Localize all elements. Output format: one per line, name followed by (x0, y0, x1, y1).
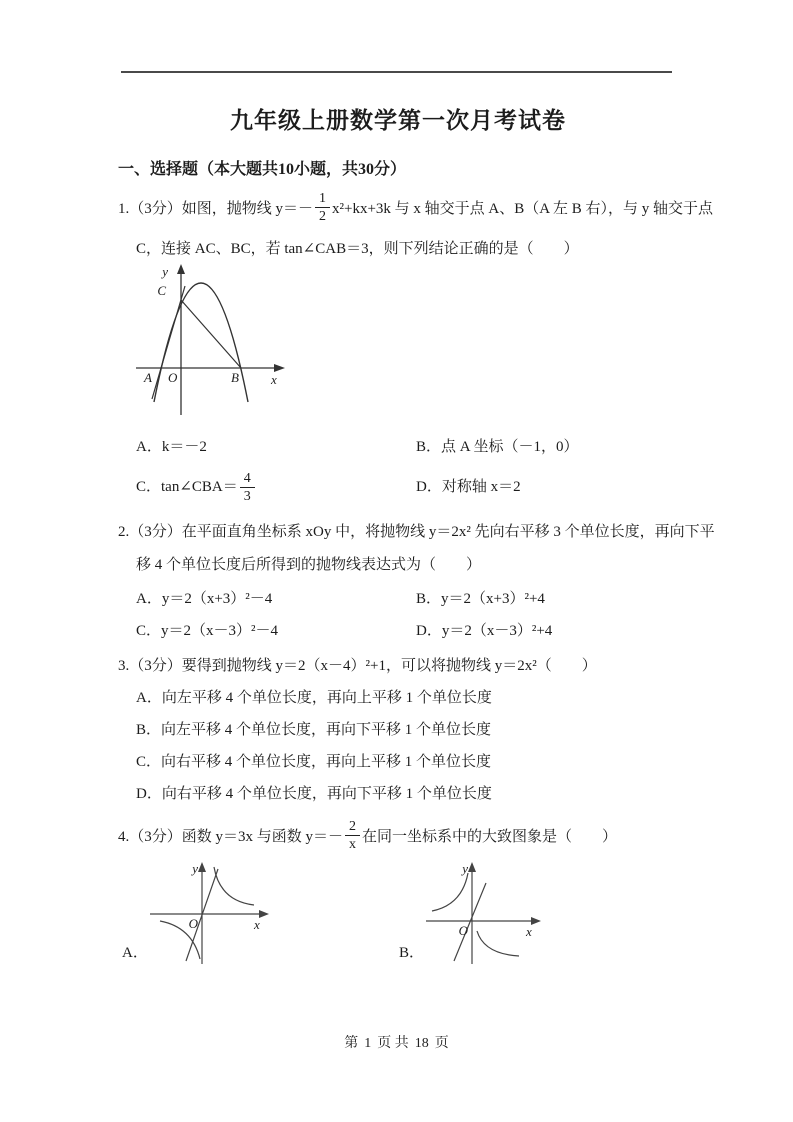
point-b-label: B (231, 370, 239, 385)
q1-option-c (136, 470, 416, 505)
origin-label: O (188, 916, 198, 931)
point-c-label: C (157, 283, 166, 298)
footer-prefix: 第 (344, 1036, 359, 1051)
footer-total-pages: 18 (414, 1036, 429, 1051)
fraction-denominator: x (345, 835, 360, 853)
fraction-one-half (315, 190, 330, 225)
q1-stem-text-mid: x²+kx+3k 与 x 轴交于点 A、B（A 左 B 右），与 y 轴交于点 (332, 200, 714, 217)
q2-options-row-1 (118, 588, 678, 610)
x-axis-label: x (271, 372, 277, 387)
footer-suffix: 页 (434, 1036, 449, 1051)
y-axis-label: y (462, 861, 469, 876)
y-axis-label: y (192, 861, 198, 876)
q4-graph-row (118, 861, 678, 967)
q1-stem-line-1 (118, 187, 714, 227)
page-title: 九年级上册数学第一次月考试卷 (230, 108, 566, 133)
q1-options-row-2 (118, 464, 678, 510)
q2-option-b: B．y＝2（x+3）²+4 (416, 591, 545, 607)
fraction-numerator: 4 (243, 470, 251, 486)
content-column (118, 88, 715, 967)
fraction-numerator: 1 (319, 190, 327, 206)
x-axis-label: x (526, 924, 532, 939)
q1-option-d: D．对称轴 x＝2 (416, 479, 521, 495)
point-a-label: A (144, 370, 152, 385)
q4-graph-b-figure (424, 861, 542, 967)
q1-option-b: B．点 A 坐标（－1，0） (416, 439, 579, 455)
origin-label: O (458, 923, 469, 938)
q4-graph-a-figure (148, 861, 270, 967)
hyperbola-branch-q2 (432, 873, 468, 911)
y-axis-label: y (162, 264, 168, 279)
x-axis-label: x (253, 917, 260, 932)
q1-options-row-1 (118, 436, 678, 458)
q4-stem-text-pre: 4.（3分）函数 y＝3x 与函数 y＝－ (118, 828, 344, 845)
section-heading: 一、选择题（本大题共10小题，共30分） (118, 161, 407, 178)
q3-option-c: C．向右平移 4 个单位长度，再向上平移 1 个单位长度 (136, 754, 492, 770)
y-axis-arrow (198, 862, 206, 872)
q1-stem-text-pre: 1.（3分）如图，抛物线 y＝－ (118, 200, 314, 217)
hyperbola-branch-q4 (477, 931, 519, 956)
q2-options-row-2 (118, 620, 678, 642)
q1-stem-line-2: C，连接 AC、BC，若 tan∠CAB＝3，则下列结论正确的是（ ） (136, 241, 579, 257)
question-1 (118, 187, 714, 510)
fraction-denominator: 2 (315, 207, 330, 225)
fraction-denominator: 3 (240, 487, 255, 505)
q3-stem: 3.（3分）要得到抛物线 y＝2（x－4）²+1，可以将抛物线 y＝2x²（ ） (118, 658, 597, 674)
q2-stem-line-2: 移 4 个单位长度后所得到的抛物线表达式为（ ） (136, 557, 482, 573)
q4-option-a-label: A． (122, 945, 148, 961)
origin-label: O (168, 370, 178, 385)
q1-option-c-text: C．tan∠CBA＝ (136, 479, 238, 495)
fraction-two-over-x (345, 818, 360, 853)
q3-option-d: D．向右平移 4 个单位长度，再向下平移 1 个单位长度 (136, 786, 492, 802)
footer-page-number: 1 (364, 1036, 372, 1051)
q2-option-a: A．y＝2（x+3）²－4 (136, 591, 273, 607)
q4-option-b-label: B． (399, 945, 425, 961)
q4-option-a-cell (122, 861, 399, 967)
q4-option-b-cell (399, 861, 542, 967)
top-rule (121, 71, 672, 73)
footer-middle: 页 共 (377, 1036, 409, 1051)
y-axis-arrow (177, 264, 185, 274)
q4-stem (118, 814, 678, 856)
question-2 (118, 521, 715, 642)
q3-option-a: A．向左平移 4 个单位长度，再向上平移 1 个单位长度 (136, 690, 492, 706)
q2-stem-line-1: 2.（3分）在平面直角坐标系 xOy 中，将抛物线 y＝2x² 先向右平移 3 个单位长度，再向下平 (118, 524, 715, 540)
q1-option-a: A．k＝－2 (136, 439, 207, 455)
q3-option-b: B．向左平移 4 个单位长度，再向下平移 1 个单位长度 (136, 722, 492, 738)
question-4 (118, 814, 678, 967)
hyperbola-branch-q1 (214, 867, 254, 905)
fraction-numerator: 2 (349, 818, 357, 834)
page-footer (0, 1032, 793, 1052)
fraction-four-thirds (240, 470, 255, 505)
q2-option-d: D．y＝2（x－3）²+4 (416, 623, 553, 639)
y-axis-arrow (468, 862, 476, 872)
x-axis-arrow (259, 910, 269, 918)
x-axis-arrow (274, 364, 285, 372)
q1-parabola-figure (134, 264, 286, 419)
q2-option-c: C．y＝2（x－3）²－4 (136, 623, 279, 639)
x-axis-arrow (531, 917, 541, 925)
q4-stem-text-post: 在同一坐标系中的大致图象是（ ） (362, 828, 618, 845)
question-3 (118, 655, 678, 805)
